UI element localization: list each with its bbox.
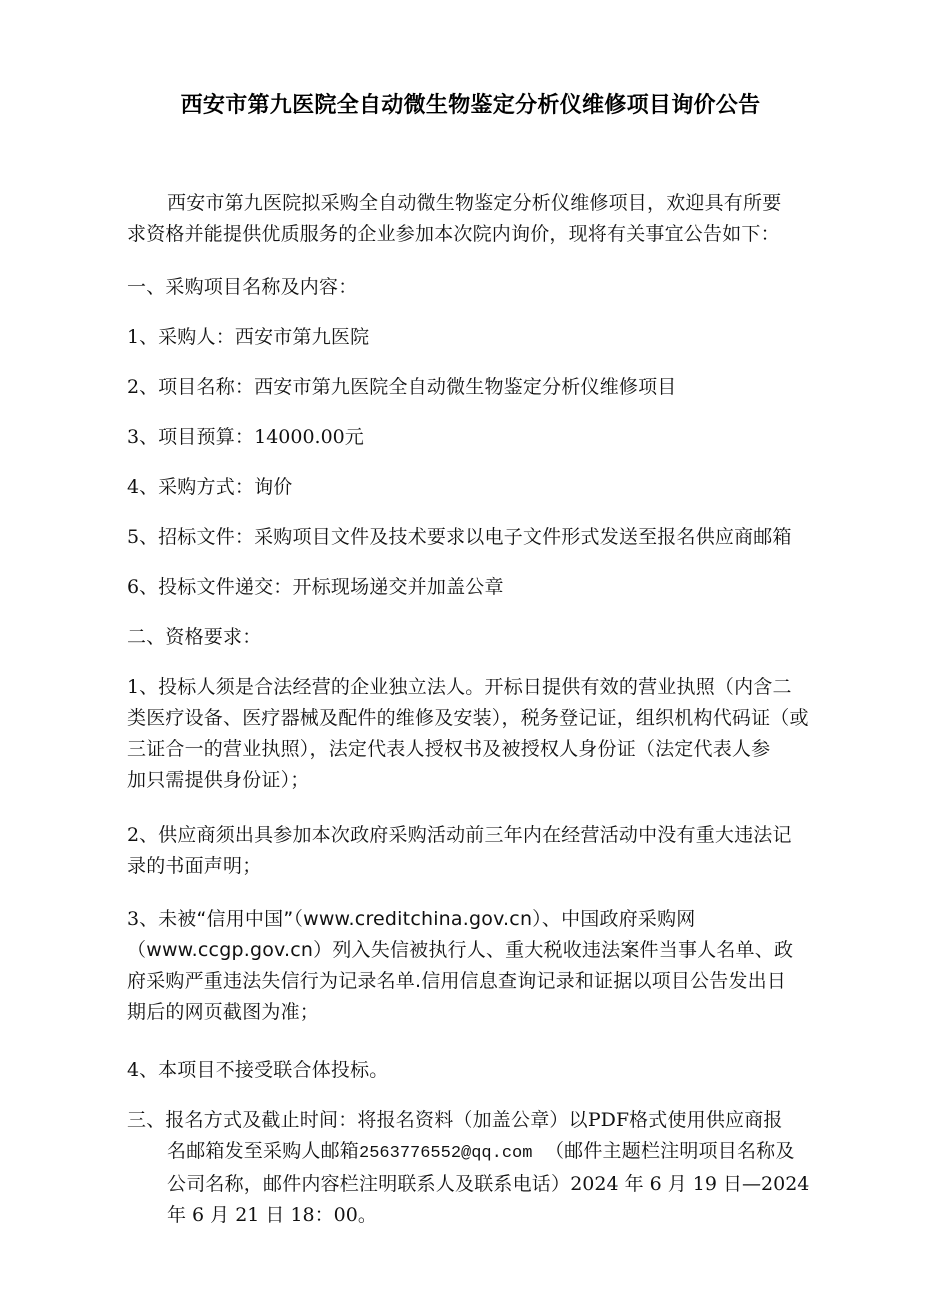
list-item: 1、采购人：西安市第九医院 <box>127 326 370 348</box>
list-item: 5、招标文件：采购项目文件及技术要求以电子文件形式发送至报名供应商邮箱 <box>127 526 792 548</box>
section-heading: 二、资格要求： <box>127 626 262 648</box>
intro-line: 求资格并能提供优质服务的企业参加本次院内询价，现将有关事宜公告如下： <box>127 223 780 245</box>
deadline-start: 2024 年 6 月 19 日—2024 <box>570 1173 810 1195</box>
list-item: 3、未被“信用中国”（www.creditchina.gov.cn）、中国政府采购网 （www.ccgp.gov.cn）列入失信被执行人、重大税收违法案件当事人名单、政 府采购严重违法失信行为记录名单.信用信息查询记录和证据以项目公告发出日 期后的网页截图为准； <box>127 908 794 1023</box>
list-item: 3、项目预算：14000.00元 <box>127 426 364 448</box>
list-item: 2、项目名称：西安市第九医院全自动微生物鉴定分析仪维修项目 <box>127 376 677 398</box>
section-heading: 一、采购项目名称及内容： <box>127 276 358 298</box>
list-item: 1、投标人须是合法经营的企业独立法人。开标日提供有效的营业执照（内含二 类医疗设备、医疗器械及配件的维修及安装），税务登记证，组织机构代码证（或 三证合一的营业执照），法定代表人授权书及被授权人身份证（法定代表人参 加只需提供身份证）； <box>127 676 809 791</box>
deadline-end: 年 6 月 21 日 18：00。 <box>167 1204 377 1226</box>
list-item: 2、供应商须出具参加本次政府采购活动前三年内在经营活动中没有重大违法记 录的书面声明； <box>127 824 792 877</box>
intro-line: 西安市第九医院拟采购全自动微生物鉴定分析仪维修项目，欢迎具有所要 <box>167 192 782 214</box>
pdf-format: PDF <box>587 1109 630 1131</box>
contact-email: 2563776552@qq.com <box>359 1144 533 1163</box>
budget-amount: 14000.00 <box>254 426 345 448</box>
list-item: 6、投标文件递交：开标现场递交并加盖公章 <box>127 576 504 598</box>
list-item: 4、本项目不接受联合体投标。 <box>127 1059 389 1081</box>
intro-paragraph <box>127 188 823 250</box>
registration-section: 三、报名方式及截止时间：将报名资料（加盖公章）以PDF格式使用供应商报 名邮箱发至采购人邮箱2563776552@qq.com （邮件主题栏注明项目名称及 公司名称，邮件内容栏注明联系人及联系电话）2024 年 6 月 19 日—2024 年 6 月 21 日 18：00。 <box>127 1105 823 1231</box>
page-title: 西安市第九医院全自动微生物鉴定分析仪维修项目询价公告 <box>180 93 761 118</box>
list-item: 4、采购方式：询价 <box>127 476 293 498</box>
